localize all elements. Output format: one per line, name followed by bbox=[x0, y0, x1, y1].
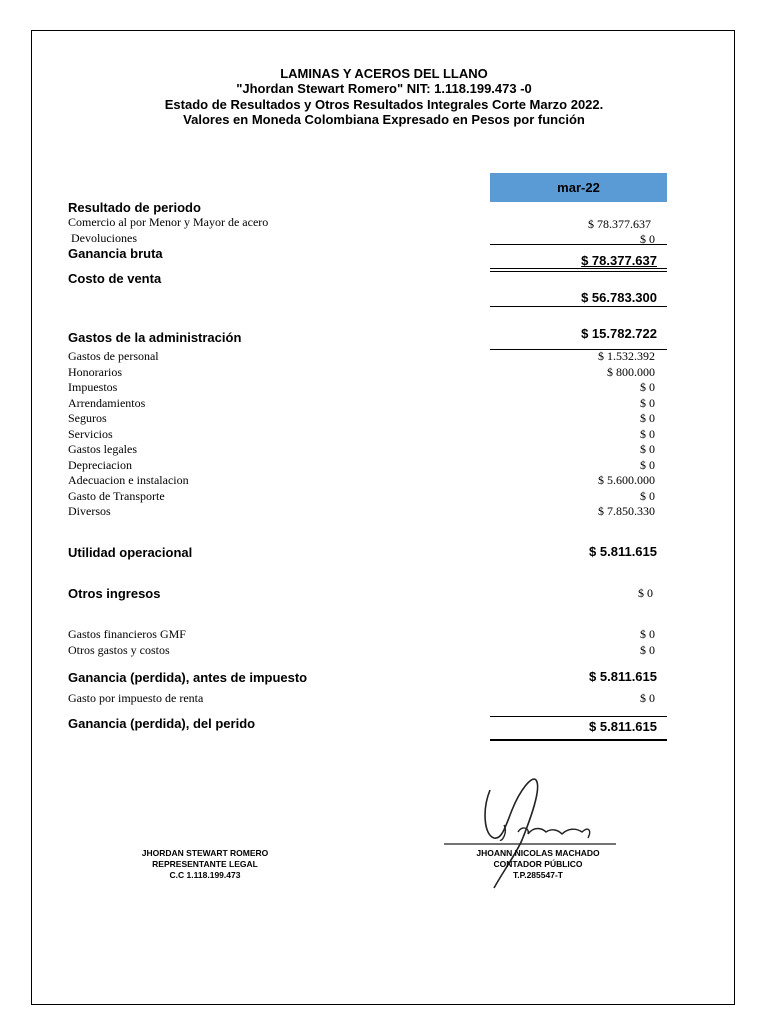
gasto-item-value: $ 0 bbox=[640, 411, 655, 425]
gastos-admin-label: Gastos de la administración bbox=[68, 330, 242, 345]
utilidad-operacional-label: Utilidad operacional bbox=[68, 545, 193, 560]
gasto-item-value: $ 0 bbox=[640, 488, 655, 503]
antes-impuesto-value: $ 5.811.615 bbox=[589, 669, 657, 684]
gasto-item-label: Adecuacion e instalacion bbox=[68, 473, 189, 487]
gmf-value: $ 0 bbox=[640, 627, 655, 641]
currency-note: Valores en Moneda Colombiana Expresado en Pesos por función bbox=[183, 112, 585, 127]
gasto-item-value: $ 5.600.000 bbox=[598, 473, 655, 487]
devoluciones-label: Devoluciones bbox=[71, 231, 137, 245]
comercio-label: Comercio al por Menor y Mayor de acero bbox=[68, 215, 269, 229]
gasto-item-label: Gastos legales bbox=[68, 442, 137, 456]
costo-line bbox=[490, 306, 667, 307]
gmf-label: Gastos financieros GMF bbox=[68, 627, 186, 641]
left-signature-block bbox=[120, 848, 290, 881]
comercio-value: $ 78.377.637 bbox=[588, 217, 651, 231]
owner-nit: "Jhordan Stewart Romero" NIT: 1.118.199.473 -0 bbox=[236, 81, 532, 96]
costo-venta-value: $ 56.783.300 bbox=[581, 290, 657, 305]
gasto-item-value: $ 800.000 bbox=[607, 364, 655, 379]
left-signer-role: REPRESENTANTE LEGAL bbox=[152, 859, 258, 869]
left-signer-name: JHORDAN STEWART ROMERO bbox=[141, 848, 269, 858]
gasto-item-value: $ 0 bbox=[640, 457, 655, 472]
gasto-item-label: Honorarios bbox=[68, 364, 122, 379]
gasto-item-label: Diversos bbox=[68, 504, 111, 518]
period-column-header: mar-22 bbox=[490, 173, 667, 202]
ganancia-bruta-label: Ganancia bruta bbox=[68, 246, 163, 261]
impuesto-renta-label: Gasto por impuesto de renta bbox=[68, 691, 204, 705]
devoluciones-value: $ 0 bbox=[640, 232, 655, 246]
left-signer-id: C.C 1.118.199.473 bbox=[169, 870, 241, 880]
gasto-item-label: Gasto de Transporte bbox=[68, 488, 165, 503]
right-signer-role: CONTADOR PÚBLICO bbox=[493, 859, 583, 869]
ganancia-bruta-value: $ 78.377.637 bbox=[581, 253, 657, 268]
gasto-item-value: $ 1.532.392 bbox=[598, 349, 655, 363]
final-line-top bbox=[490, 716, 667, 717]
final-line-bottom bbox=[490, 739, 667, 741]
company-name: LAMINAS Y ACEROS DEL LLANO bbox=[280, 66, 488, 81]
otros-ingresos-label: Otros ingresos bbox=[68, 586, 161, 601]
utilidad-operacional-value: $ 5.811.615 bbox=[589, 544, 657, 559]
right-signer-name: JHOANN NICOLAS MACHADO bbox=[476, 848, 600, 858]
gasto-item-value: $ 0 bbox=[640, 426, 655, 441]
ganancia-periodo-value: $ 5.811.615 bbox=[589, 719, 657, 734]
section-resultado-periodo: Resultado de periodo bbox=[68, 200, 201, 215]
otros-gastos-label: Otros gastos y costos bbox=[68, 643, 170, 657]
gasto-item-label: Servicios bbox=[68, 426, 113, 441]
otros-ingresos-value: $ 0 bbox=[638, 586, 653, 600]
right-signer-id: T.P.285547-T bbox=[513, 870, 563, 880]
gasto-item-label: Impuestos bbox=[68, 380, 118, 394]
gasto-item-label: Arrendamientos bbox=[68, 395, 146, 410]
gasto-item-value: $ 0 bbox=[640, 442, 655, 456]
statement-title: Estado de Resultados y Otros Resultados Integrales Corte Marzo 2022. bbox=[164, 97, 604, 112]
gasto-item-value: $ 7.850.330 bbox=[598, 504, 655, 518]
double-line-bottom bbox=[490, 271, 667, 272]
right-signature-block bbox=[448, 848, 628, 881]
double-line-top bbox=[490, 268, 667, 269]
gasto-item-label: Seguros bbox=[68, 411, 107, 425]
impuesto-renta-value: $ 0 bbox=[640, 691, 655, 705]
gasto-item-value: $ 0 bbox=[640, 395, 655, 410]
otros-gastos-value: $ 0 bbox=[640, 643, 655, 657]
costo-venta-label: Costo de venta bbox=[68, 271, 162, 286]
antes-impuesto-label: Ganancia (perdida), antes de impuesto bbox=[68, 670, 308, 685]
gasto-item-label: Gastos de personal bbox=[68, 349, 159, 363]
gastos-admin-value: $ 15.782.722 bbox=[581, 326, 657, 341]
subtotal-line bbox=[490, 244, 667, 245]
ganancia-periodo-label: Ganancia (perdida), del perido bbox=[68, 716, 256, 731]
gasto-item-label: Depreciacion bbox=[68, 457, 132, 472]
gasto-item-value: $ 0 bbox=[640, 380, 655, 394]
